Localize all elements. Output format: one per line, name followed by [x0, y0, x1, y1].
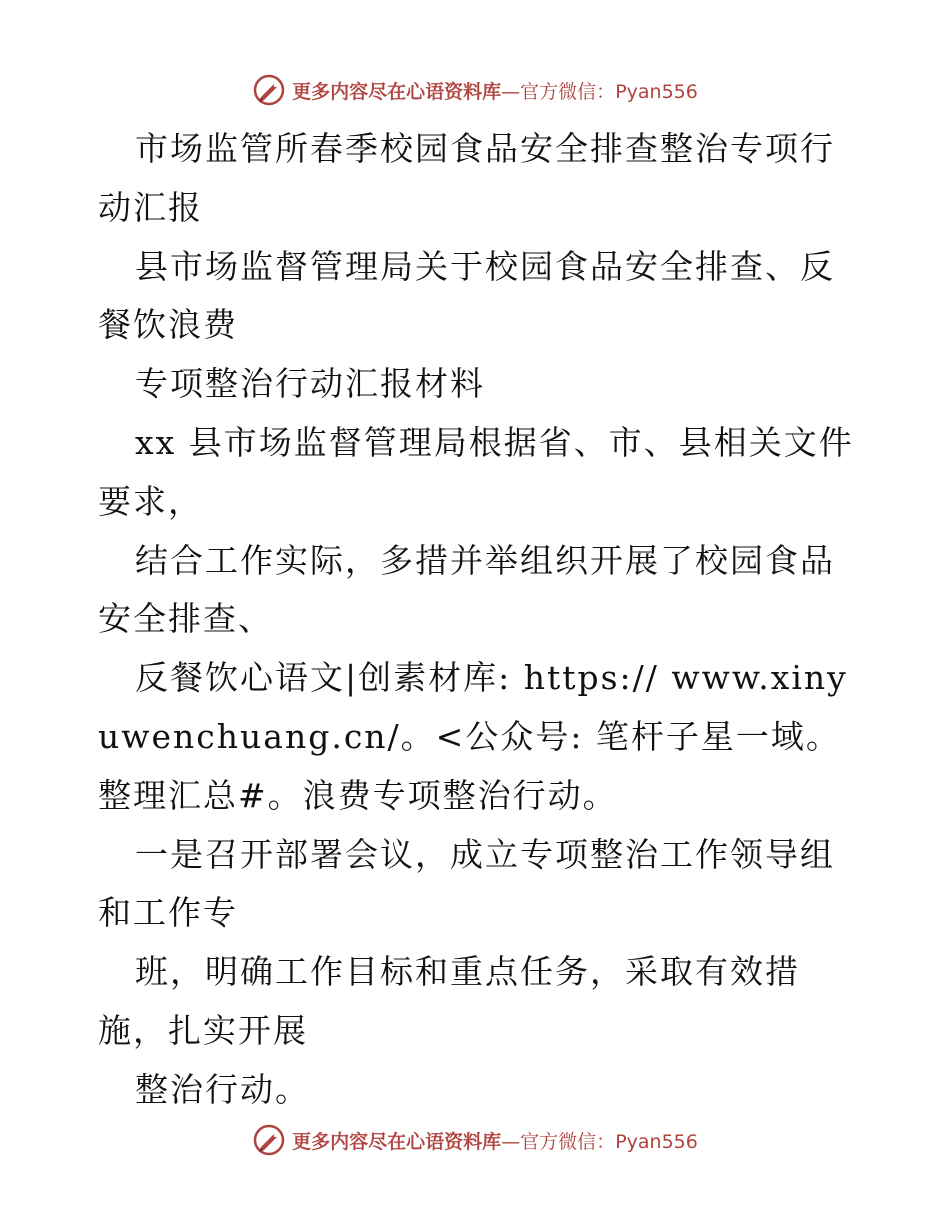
banner-tail-text: 官方微信：	[520, 80, 616, 103]
paragraph-watermark-inline: 反餐饮心语文|创素材库: https:// www.xinyuwenchuang.cn/。<公众号: 笔杆子星一域。整理汇总#。浪费专项整治行动。	[98, 658, 848, 815]
banner-dash: —	[501, 80, 521, 103]
paragraph-point-one-cont: 班，明确工作目标和重点任务，采取有效措施，扎实开展	[98, 952, 800, 1050]
paragraph-intro-cont: 结合工作实际，多措并举组织开展了校园食品安全排查、	[98, 540, 835, 639]
banner-dash: —	[501, 1130, 521, 1153]
footer-watermark-banner	[0, 1120, 950, 1160]
paragraph-intro: xx 县市场监督管理局根据省、市、县相关文件要求，	[98, 422, 854, 521]
paragraph-subtitle-cont: 专项整治行动汇报材料	[135, 364, 485, 404]
pen-logo-icon	[252, 1123, 286, 1157]
banner-text	[292, 77, 698, 104]
banner-handle: Pyan556	[615, 1130, 698, 1153]
document-body	[98, 120, 858, 1120]
paragraph-point-one-end: 整治行动。	[135, 1069, 310, 1109]
banner-lead-text: 更多内容尽在心语资料库	[292, 80, 502, 103]
banner-handle: Pyan556	[615, 80, 698, 103]
pen-logo-icon	[252, 73, 286, 107]
header-watermark-banner	[0, 70, 950, 110]
banner-lead-text: 更多内容尽在心语资料库	[292, 1130, 502, 1153]
paragraph-point-one: 一是召开部署会议，成立专项整治工作领导组和工作专	[98, 834, 835, 933]
banner-tail-text: 官方微信：	[520, 1130, 616, 1153]
paragraph-title: 市场监管所春季校园食品安全排查整治专项行动汇报	[98, 129, 835, 227]
paragraph-subtitle: 县市场监督管理局关于校园食品安全排查、反餐饮浪费	[98, 246, 835, 345]
banner-text	[292, 1127, 698, 1154]
